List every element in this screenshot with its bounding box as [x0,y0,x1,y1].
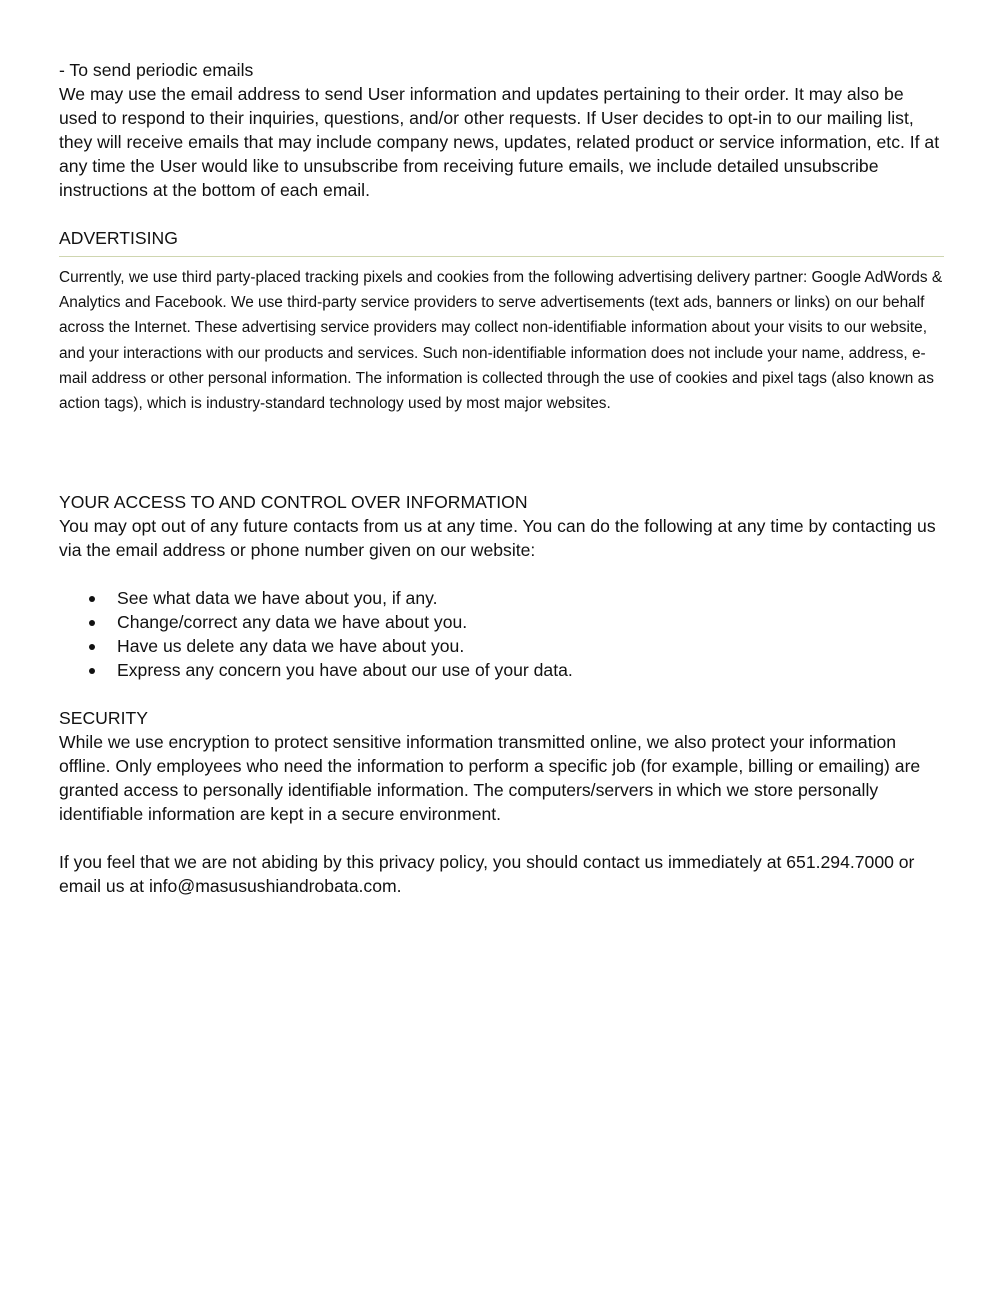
advertising-paragraph: Currently, we use third party-placed tracking pixels and cookies from the following advertising delivery partner: Google AdWords & Analytics and Facebook. We use third-party service providers to serve advertisements (text ads, banners or links) on our behalf across the Internet. These advertising service providers may collect non-identifiable information about your visits to our website, and your interactions with our products and services. Such non-identifiable information does not include your name, address, e-mail address or other personal information. The information is collected through the use of cookies and pixel tags (also known as action tags), which is industry-standard technology used by most major websites. [59,269,943,413]
bullet-icon [89,596,95,602]
document-page [59,58,944,898]
emails-paragraph: We may use the email address to send User information and updates pertaining to their order. It may also be used to respond to their inquiries, questions, and/or other requests. If User decides to opt-in to our mailing list, they will receive emails that may include company news, updates, related product or service information, etc. If at any time the User would like to unsubscribe from receiving future emails, we include detailed unsubscribe instructions at the bottom of each email. [59,84,940,200]
security-heading: SECURITY [59,708,148,729]
list-item [59,634,944,658]
access-list [59,586,944,682]
emails-intro: - To send periodic emails [59,60,254,80]
list-item-text: Have us delete any data we have about you. [117,636,465,657]
list-item-text: Change/correct any data we have about you. [117,612,468,633]
advertising-heading: ADVERTISING [59,226,944,257]
bullet-icon [89,668,95,674]
access-paragraph: You may opt out of any future contacts from us at any time. You can do the following at any time by contacting us via the email address or phone number given on our website: [59,516,936,561]
bullet-icon [89,644,95,650]
contact-paragraph: If you feel that we are not abiding by this privacy policy, you should contact us immediately at 651.294.7000 or email us at info@masusushiandrobata.com. [59,852,915,897]
list-item [59,658,944,682]
list-item-text: See what data we have about you, if any. [117,588,438,609]
list-item [59,610,944,634]
security-paragraph: While we use encryption to protect sensitive information transmitted online, we also protect your information offline. Only employees who need the information to perform a specific job (for example, billing or emailing) are granted access to personally identifiable information. The computers/servers in which we store personally identifiable information are kept in a secure environment. [59,732,921,825]
bullet-icon [89,620,95,626]
list-item-text: Express any concern you have about our use of your data. [117,660,573,681]
access-heading: YOUR ACCESS TO AND CONTROL OVER INFORMATION [59,492,528,513]
list-item [59,586,944,610]
